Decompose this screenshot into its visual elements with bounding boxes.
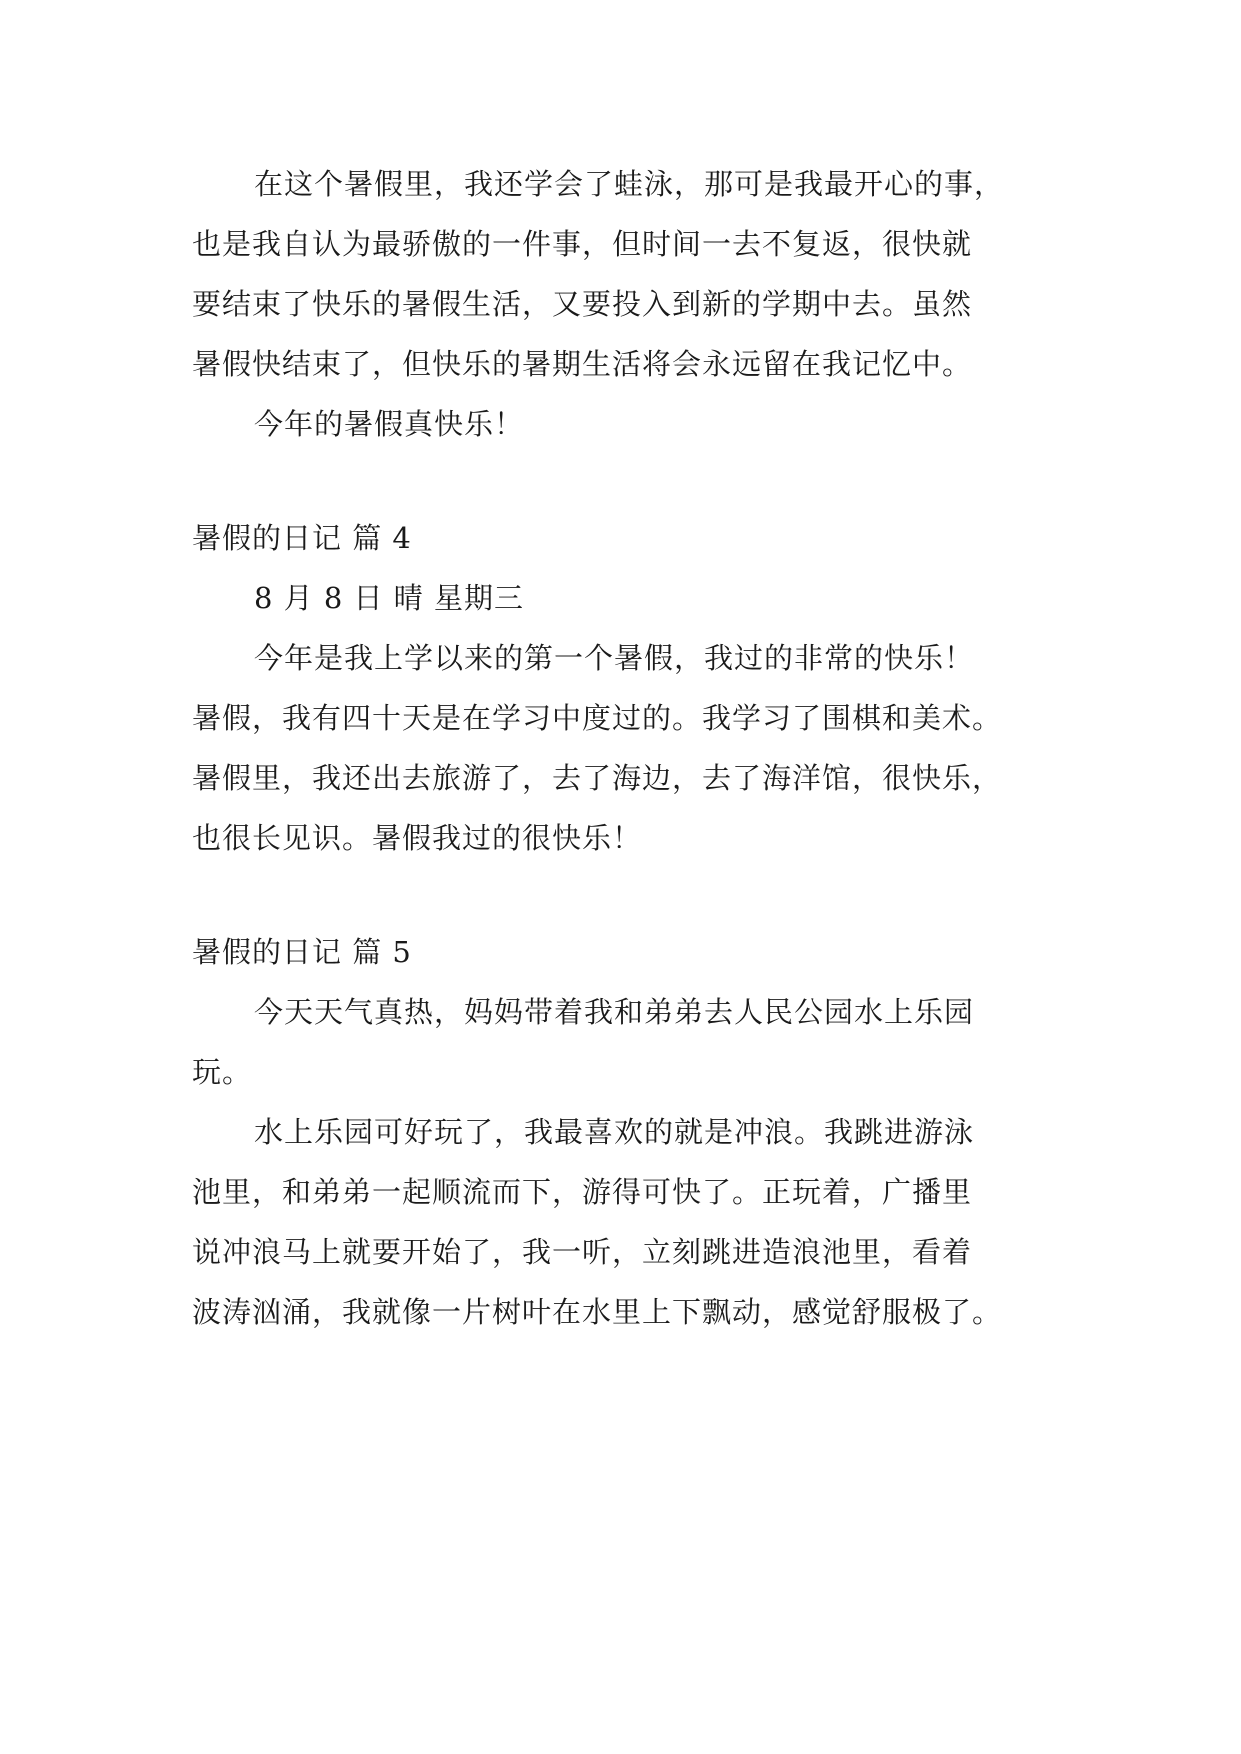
section-title: 暑假的日记 篇 4 [192, 521, 412, 555]
paragraph-line: 水上乐园可好玩了，我最喜欢的就是冲浪。我跳进游泳 [254, 1115, 975, 1149]
paragraph-line: 波涛汹涌，我就像一片树叶在水里上下飘动，感觉舒服极了。 [192, 1295, 1003, 1329]
paragraph-line: 也是我自认为最骄傲的一件事，但时间一去不复返，很快就 [192, 227, 973, 261]
paragraph-line: 玩。 [192, 1055, 253, 1089]
date-line: 8 月 8 日 晴 星期三 [254, 581, 524, 615]
paragraph-line: 要结束了快乐的暑假生活，又要投入到新的学期中去。虽然 [192, 287, 973, 321]
paragraph-line: 今年的暑假真快乐！ [254, 407, 525, 441]
paragraph-line: 说冲浪马上就要开始了，我一听，立刻跳进造浪池里，看着 [192, 1235, 973, 1269]
paragraph-line: 暑假，我有四十天是在学习中度过的。我学习了围棋和美术。 [192, 701, 1003, 735]
paragraph-line: 今天天气真热，妈妈带着我和弟弟去人民公园水上乐园 [254, 995, 975, 1029]
paragraph-line: 今年是我上学以来的第一个暑假，我过的非常的快乐！ [254, 641, 975, 675]
paragraph-line: 在这个暑假里，我还学会了蛙泳，那可是我最开心的事， [254, 167, 1005, 201]
paragraph-line: 暑假快结束了，但快乐的暑期生活将会永远留在我记忆中。 [192, 347, 973, 381]
paragraph-line: 暑假里，我还出去旅游了，去了海边，去了海洋馆，很快乐， [192, 761, 1003, 795]
paragraph-line: 也很长见识。暑假我过的很快乐！ [192, 821, 643, 855]
paragraph-line: 池里，和弟弟一起顺流而下，游得可快了。正玩着，广播里 [192, 1175, 973, 1209]
section-title: 暑假的日记 篇 5 [192, 935, 412, 969]
